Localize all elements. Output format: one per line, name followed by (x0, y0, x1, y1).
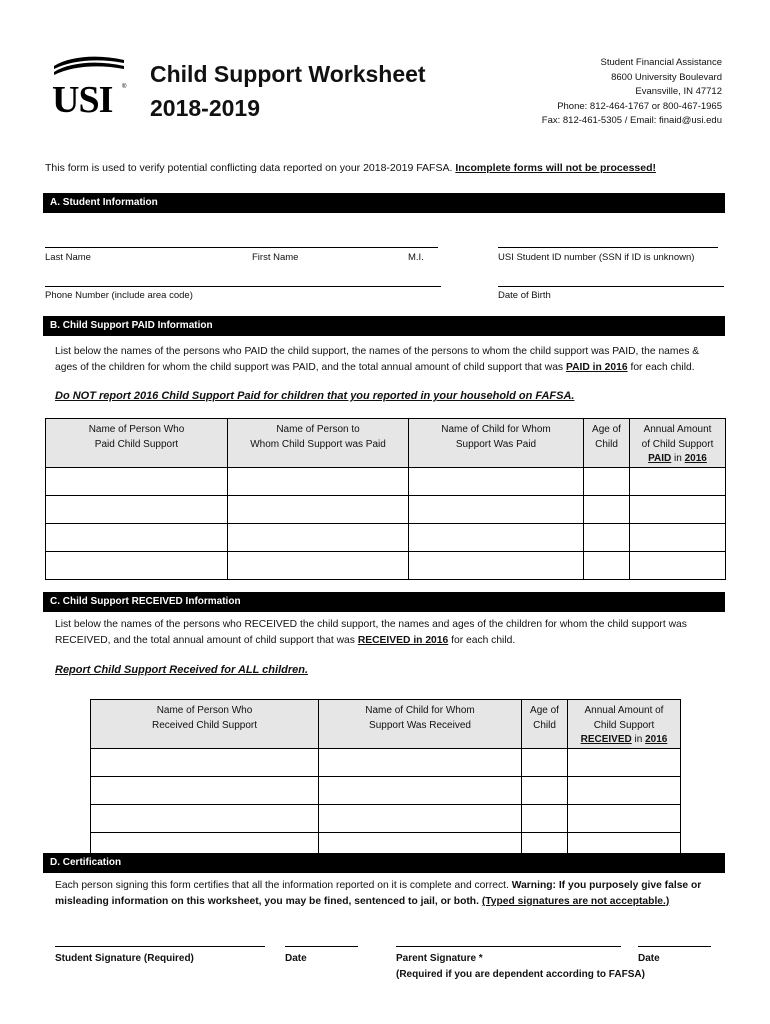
table-cell[interactable] (522, 748, 568, 776)
student-signature-label: Student Signature (Required) (55, 953, 194, 964)
section-c-instructions-end: for each child. (451, 635, 516, 646)
paid-table-header-row (46, 419, 726, 468)
table-cell[interactable] (409, 523, 584, 551)
office-fax-email: Fax: 812-461-5305 / Email: finaid@usi.edu (541, 115, 722, 127)
table-cell[interactable] (91, 804, 319, 832)
section-d-heading: D. Certification (43, 853, 725, 873)
table-cell[interactable] (584, 495, 630, 523)
name-entry-line[interactable] (45, 247, 438, 248)
student-id-label: USI Student ID number (SSN if ID is unknown) (498, 252, 695, 263)
table-cell[interactable] (46, 467, 228, 495)
certification-typed-note: (Typed signatures are not acceptable.) (481, 896, 670, 907)
received-col-recipient (91, 700, 319, 749)
phone-entry-line[interactable] (45, 286, 441, 287)
paid-support-table (45, 418, 726, 580)
received-table-header-row (91, 700, 681, 749)
received-col-amount-line1: Annual Amount of (584, 705, 664, 716)
received-col-age-line1: Age of (530, 705, 559, 716)
received-col-child (319, 700, 522, 749)
usi-logo (46, 52, 132, 116)
paid-col-age (584, 419, 630, 468)
section-c-instructions-text: List below the names of the persons who RECEIVED the child support, the names and ages of the children for whom the child support was RECEIVED, and the total annual amount of child support that was (55, 619, 687, 646)
table-row (91, 804, 681, 832)
table-cell[interactable] (319, 776, 522, 804)
parent-signature-label: Parent Signature * (396, 953, 483, 964)
table-cell[interactable] (228, 523, 409, 551)
table-cell[interactable] (319, 804, 522, 832)
intro-sentence: This form is used to verify potential conflicting data reported on your 2018-2019 FAFSA. (45, 162, 453, 174)
table-cell[interactable] (584, 551, 630, 579)
table-cell[interactable] (630, 467, 726, 495)
table-row (46, 551, 726, 579)
table-cell[interactable] (228, 551, 409, 579)
parent-signature-note: (Required if you are dependent according to FAFSA) (396, 969, 645, 980)
received-col-amount-line3 (568, 733, 680, 748)
table-cell[interactable] (91, 776, 319, 804)
received-col-amount-in: in (634, 734, 643, 745)
paid-col-amount-line1: Annual Amount (643, 424, 712, 435)
intro-text (45, 162, 656, 174)
table-cell[interactable] (630, 523, 726, 551)
svg-text:USI: USI (52, 79, 113, 116)
paid-col-child-line2: Support Was Paid (455, 438, 537, 450)
office-street: 8600 University Boulevard (611, 71, 722, 83)
section-b-heading: B. Child Support PAID Information (43, 316, 725, 336)
parent-date-label: Date (638, 953, 660, 964)
paid-col-amount-in: in (674, 453, 682, 464)
table-row (46, 467, 726, 495)
student-id-entry-line[interactable] (498, 247, 718, 248)
table-row (46, 523, 726, 551)
received-col-child-line1: Name of Child for Whom (365, 705, 475, 716)
table-cell[interactable] (630, 495, 726, 523)
paid-col-payee (228, 419, 409, 468)
student-signature-line[interactable] (55, 946, 265, 947)
form-title: Child Support Worksheet (150, 61, 426, 87)
table-cell[interactable] (46, 551, 228, 579)
dob-label: Date of Birth (498, 290, 551, 301)
table-cell[interactable] (584, 523, 630, 551)
received-col-recipient-line1: Name of Person Who (156, 705, 253, 716)
table-cell[interactable] (630, 551, 726, 579)
form-year: 2018-2019 (150, 95, 260, 121)
table-cell[interactable] (319, 748, 522, 776)
section-b-warning: Do NOT report 2016 Child Support Paid for children that you reported in your household on FAFSA. (55, 390, 575, 402)
table-cell[interactable] (522, 804, 568, 832)
section-c-warning: Report Child Support Received for ALL children. (55, 664, 309, 676)
section-c-instructions-emphasis: RECEIVED in 2016 (357, 635, 449, 646)
student-date-line[interactable] (285, 946, 358, 947)
table-cell[interactable] (522, 776, 568, 804)
received-support-table (90, 699, 681, 861)
parent-date-line[interactable] (638, 946, 711, 947)
paid-col-amount-line2: of Child Support (641, 438, 714, 450)
table-cell[interactable] (46, 523, 228, 551)
certification-warning: Warning: If you purposely give false or misleading information on this worksheet, you may be fined, sentenced to jail, or both. (55, 880, 702, 907)
paid-col-amount-line3 (630, 452, 725, 467)
paid-col-amount (630, 419, 726, 468)
certification-statement: Each person signing this form certifies that all the information reported on it is complete and correct. (55, 880, 509, 891)
paid-col-child-line1: Name of Child for Whom (441, 424, 551, 435)
paid-col-age-line2: Child (595, 438, 618, 450)
table-cell[interactable] (568, 804, 681, 832)
table-cell[interactable] (409, 495, 584, 523)
section-b-instructions-end: for each child. (630, 362, 695, 373)
paid-col-payee-line2: Whom Child Support was Paid (250, 438, 386, 450)
office-city: Evansville, IN 47712 (635, 86, 722, 98)
svg-text:®: ® (122, 84, 127, 90)
paid-col-payer (46, 419, 228, 468)
middle-initial-label: M.I. (408, 252, 424, 263)
table-cell[interactable] (228, 495, 409, 523)
received-col-amount-year: 2016 (645, 734, 668, 745)
received-col-amount-emphasis: RECEIVED (580, 734, 632, 745)
received-col-child-line2: Support Was Received (369, 719, 471, 731)
table-cell[interactable] (409, 467, 584, 495)
table-row (91, 776, 681, 804)
received-col-amount-line2: Child Support (593, 719, 655, 731)
table-cell[interactable] (46, 495, 228, 523)
paid-col-child (409, 419, 584, 468)
intro-warning: Incomplete forms will not be processed! (455, 162, 657, 174)
last-name-label: Last Name (45, 252, 91, 263)
paid-col-age-line1: Age of (592, 424, 621, 435)
parent-signature-line[interactable] (396, 946, 621, 947)
section-b-instructions (55, 344, 715, 376)
section-a-heading: A. Student Information (43, 193, 725, 213)
first-name-label: First Name (252, 252, 299, 263)
paid-col-payer-line2: Paid Child Support (94, 438, 179, 450)
section-b-instructions-emphasis: PAID in 2016 (565, 362, 628, 373)
received-col-age-line2: Child (533, 719, 556, 731)
office-contact-block (462, 56, 722, 129)
table-row (91, 748, 681, 776)
section-b-instructions-text: List below the names of the persons who PAID the child support, the names of the persons to whom the child support was PAID, the names & ages of the children for whom the child support was PAID, and the total annual amount of child support that was (55, 346, 700, 373)
office-name: Student Financial Assistance (600, 57, 722, 68)
student-date-label: Date (285, 953, 307, 964)
phone-label: Phone Number (include area code) (45, 290, 193, 301)
section-c-instructions (55, 617, 715, 649)
table-cell[interactable] (568, 748, 681, 776)
paid-col-amount-emphasis: PAID (648, 453, 672, 464)
table-cell[interactable] (228, 467, 409, 495)
dob-entry-line[interactable] (498, 286, 724, 287)
certification-text (55, 878, 715, 910)
table-row (46, 495, 726, 523)
paid-col-payer-line1: Name of Person Who (88, 424, 185, 435)
table-cell[interactable] (568, 776, 681, 804)
received-col-age (522, 700, 568, 749)
received-col-amount (568, 700, 681, 749)
table-cell[interactable] (91, 748, 319, 776)
table-cell[interactable] (584, 467, 630, 495)
paid-col-amount-year: 2016 (684, 453, 707, 464)
office-phone: Phone: 812-464-1767 or 800-467-1965 (557, 100, 722, 112)
paid-col-payee-line1: Name of Person to (276, 424, 360, 435)
received-col-recipient-line2: Received Child Support (151, 719, 258, 731)
section-c-heading: C. Child Support RECEIVED Information (43, 592, 725, 612)
table-cell[interactable] (409, 551, 584, 579)
